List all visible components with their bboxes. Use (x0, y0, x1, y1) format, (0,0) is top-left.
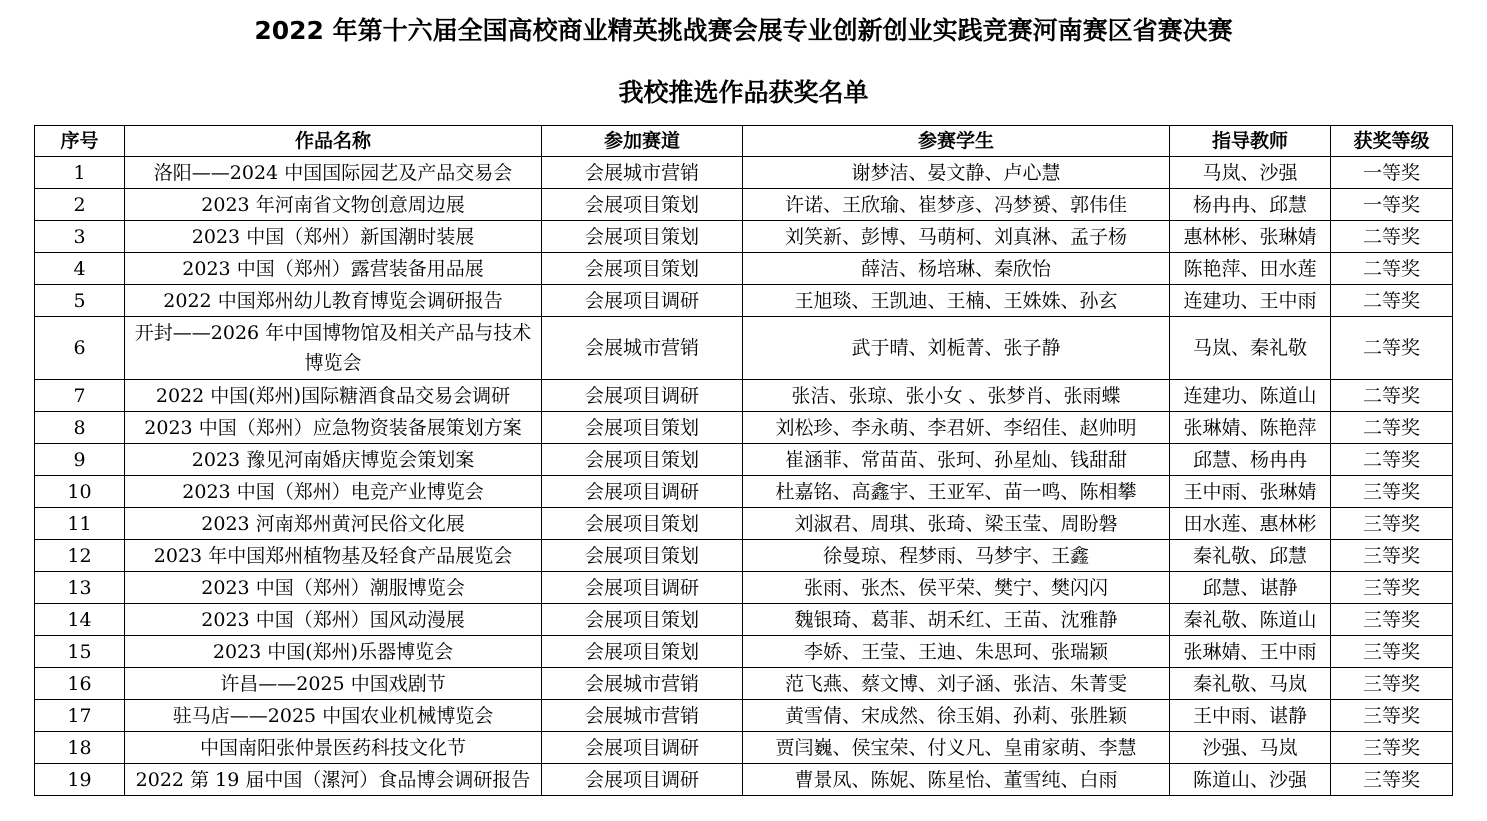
table-row (35, 700, 1453, 732)
cell-track: 会展项目调研 (542, 764, 743, 796)
cell-students: 刘松珍、李永萌、李君妍、李绍佳、赵帅明 (743, 412, 1170, 444)
cell-award: 三等奖 (1331, 604, 1453, 636)
cell-teachers: 陈艳萍、田水莲 (1170, 253, 1331, 285)
table-row (35, 444, 1453, 476)
cell-track: 会展项目策划 (542, 412, 743, 444)
cell-students: 许诺、王欣瑜、崔梦彦、冯梦赟、郭伟佳 (743, 189, 1170, 221)
cell-no: 17 (35, 700, 125, 732)
cell-award: 三等奖 (1331, 732, 1453, 764)
cell-no: 10 (35, 476, 125, 508)
cell-no: 8 (35, 412, 125, 444)
cell-work: 2023 中国（郑州）潮服博览会 (125, 572, 542, 604)
cell-no: 6 (35, 317, 125, 380)
cell-award: 一等奖 (1331, 157, 1453, 189)
header-award: 获奖等级 (1331, 126, 1453, 157)
cell-work: 2023 中国(郑州)乐器博览会 (125, 636, 542, 668)
cell-teachers: 邱慧、杨冉冉 (1170, 444, 1331, 476)
cell-award: 二等奖 (1331, 412, 1453, 444)
cell-track: 会展城市营销 (542, 668, 743, 700)
cell-work: 驻马店——2025 中国农业机械博览会 (125, 700, 542, 732)
cell-track: 会展城市营销 (542, 700, 743, 732)
header-track: 参加赛道 (542, 126, 743, 157)
table-row (35, 189, 1453, 221)
cell-award: 二等奖 (1331, 444, 1453, 476)
cell-students: 徐曼琼、程梦雨、马梦宇、王鑫 (743, 540, 1170, 572)
table-row (35, 317, 1453, 380)
cell-track: 会展项目策划 (542, 636, 743, 668)
table-row (35, 412, 1453, 444)
cell-no: 19 (35, 764, 125, 796)
cell-no: 7 (35, 380, 125, 412)
table-row (35, 285, 1453, 317)
cell-work: 洛阳——2024 中国国际园艺及产品交易会 (125, 157, 542, 189)
cell-no: 3 (35, 221, 125, 253)
cell-teachers: 沙强、马岚 (1170, 732, 1331, 764)
cell-no: 14 (35, 604, 125, 636)
cell-no: 4 (35, 253, 125, 285)
cell-award: 二等奖 (1331, 253, 1453, 285)
cell-work: 2023 豫见河南婚庆博览会策划案 (125, 444, 542, 476)
cell-students: 黄雪倩、宋成然、徐玉娟、孙莉、张胜颖 (743, 700, 1170, 732)
award-table (34, 125, 1453, 796)
cell-no: 2 (35, 189, 125, 221)
table-header-row (35, 126, 1453, 157)
cell-teachers: 马岚、秦礼敬 (1170, 317, 1331, 380)
cell-no: 13 (35, 572, 125, 604)
cell-students: 杜嘉铭、高鑫宇、王亚军、苗一鸣、陈相攀 (743, 476, 1170, 508)
cell-work: 中国南阳张仲景医药科技文化节 (125, 732, 542, 764)
cell-teachers: 惠林彬、张琳婧 (1170, 221, 1331, 253)
cell-teachers: 邱慧、谌静 (1170, 572, 1331, 604)
cell-students: 刘淑君、周琪、张琦、梁玉莹、周盼磐 (743, 508, 1170, 540)
table-row (35, 221, 1453, 253)
cell-students: 张洁、张琼、张小女 、张梦肖、张雨蝶 (743, 380, 1170, 412)
cell-teachers: 张琳婧、陈艳萍 (1170, 412, 1331, 444)
cell-students: 张雨、张杰、侯平荣、樊宁、樊闪闪 (743, 572, 1170, 604)
header-students: 参赛学生 (743, 126, 1170, 157)
cell-students: 贾闫巍、侯宝荣、付义凡、皇甫家萌、李慧 (743, 732, 1170, 764)
table-row (35, 540, 1453, 572)
cell-award: 三等奖 (1331, 668, 1453, 700)
cell-award: 二等奖 (1331, 285, 1453, 317)
cell-no: 12 (35, 540, 125, 572)
cell-work: 许昌——2025 中国戏剧节 (125, 668, 542, 700)
header-teachers: 指导教师 (1170, 126, 1331, 157)
cell-teachers: 张琳婧、王中雨 (1170, 636, 1331, 668)
cell-work: 2022 第 19 届中国（漯河）食品博会调研报告 (125, 764, 542, 796)
cell-students: 魏银琦、葛菲、胡禾红、王苗、沈雅静 (743, 604, 1170, 636)
table-row (35, 764, 1453, 796)
cell-track: 会展项目策划 (542, 221, 743, 253)
cell-track: 会展项目调研 (542, 732, 743, 764)
cell-students: 谢梦洁、晏文静、卢心慧 (743, 157, 1170, 189)
cell-teachers: 连建功、王中雨 (1170, 285, 1331, 317)
cell-students: 李娇、王莹、王迪、朱思珂、张瑞颖 (743, 636, 1170, 668)
cell-track: 会展项目策划 (542, 444, 743, 476)
cell-students: 武于晴、刘栀菁、张子静 (743, 317, 1170, 380)
table-row (35, 380, 1453, 412)
cell-work: 2022 中国郑州幼儿教育博览会调研报告 (125, 285, 542, 317)
cell-track: 会展项目策划 (542, 253, 743, 285)
cell-no: 16 (35, 668, 125, 700)
page-subtitle: 我校推选作品获奖名单 (618, 78, 869, 107)
cell-teachers: 秦礼敬、邱慧 (1170, 540, 1331, 572)
cell-work: 开封——2026 年中国博物馆及相关产品与技术博览会 (125, 317, 542, 380)
cell-track: 会展城市营销 (542, 317, 743, 380)
cell-track: 会展项目策划 (542, 508, 743, 540)
cell-no: 1 (35, 157, 125, 189)
cell-teachers: 马岚、沙强 (1170, 157, 1331, 189)
cell-no: 18 (35, 732, 125, 764)
cell-teachers: 王中雨、谌静 (1170, 700, 1331, 732)
cell-no: 11 (35, 508, 125, 540)
cell-track: 会展项目调研 (542, 476, 743, 508)
cell-students: 刘笑新、彭博、马萌柯、刘真淋、孟子杨 (743, 221, 1170, 253)
cell-students: 崔涵菲、常苗苗、张珂、孙星灿、钱甜甜 (743, 444, 1170, 476)
cell-no: 5 (35, 285, 125, 317)
cell-work: 2022 中国(郑州)国际糖酒食品交易会调研 (125, 380, 542, 412)
cell-work: 2023 河南郑州黄河民俗文化展 (125, 508, 542, 540)
header-no: 序号 (35, 126, 125, 157)
cell-track: 会展城市营销 (542, 157, 743, 189)
cell-track: 会展项目调研 (542, 572, 743, 604)
cell-work: 2023 中国（郑州）应急物资装备展策划方案 (125, 412, 542, 444)
cell-work: 2023 中国（郑州）新国潮时装展 (125, 221, 542, 253)
cell-track: 会展项目调研 (542, 285, 743, 317)
cell-no: 9 (35, 444, 125, 476)
cell-work: 2023 年中国郑州植物基及轻食产品展览会 (125, 540, 542, 572)
cell-students: 王旭琰、王凯迪、王楠、王姝姝、孙玄 (743, 285, 1170, 317)
table-row (35, 157, 1453, 189)
cell-teachers: 秦礼敬、马岚 (1170, 668, 1331, 700)
table-row (35, 508, 1453, 540)
cell-students: 范飞燕、蔡文博、刘子涵、张洁、朱菁雯 (743, 668, 1170, 700)
cell-track: 会展项目调研 (542, 380, 743, 412)
cell-students: 薛洁、杨培琳、秦欣怡 (743, 253, 1170, 285)
cell-track: 会展项目策划 (542, 540, 743, 572)
table-row (35, 668, 1453, 700)
table-row (35, 572, 1453, 604)
table-row (35, 253, 1453, 285)
cell-award: 三等奖 (1331, 700, 1453, 732)
cell-track: 会展项目策划 (542, 189, 743, 221)
cell-award: 三等奖 (1331, 764, 1453, 796)
table-row (35, 604, 1453, 636)
cell-award: 三等奖 (1331, 636, 1453, 668)
table-row (35, 732, 1453, 764)
table-row (35, 636, 1453, 668)
cell-teachers: 田水莲、惠林彬 (1170, 508, 1331, 540)
cell-award: 二等奖 (1331, 380, 1453, 412)
cell-teachers: 杨冉冉、邱慧 (1170, 189, 1331, 221)
cell-work: 2023 年河南省文物创意周边展 (125, 189, 542, 221)
cell-teachers: 王中雨、张琳婧 (1170, 476, 1331, 508)
cell-work: 2023 中国（郑州）国风动漫展 (125, 604, 542, 636)
cell-award: 三等奖 (1331, 572, 1453, 604)
cell-award: 二等奖 (1331, 221, 1453, 253)
cell-teachers: 秦礼敬、陈道山 (1170, 604, 1331, 636)
cell-work: 2023 中国（郑州）露营装备用品展 (125, 253, 542, 285)
cell-award: 一等奖 (1331, 189, 1453, 221)
header-work: 作品名称 (125, 126, 542, 157)
table-row (35, 476, 1453, 508)
cell-award: 三等奖 (1331, 476, 1453, 508)
cell-students: 曹景凤、陈妮、陈星怡、董雪纯、白雨 (743, 764, 1170, 796)
cell-track: 会展项目策划 (542, 604, 743, 636)
cell-no: 15 (35, 636, 125, 668)
cell-award: 二等奖 (1331, 317, 1453, 380)
cell-teachers: 连建功、陈道山 (1170, 380, 1331, 412)
cell-work: 2023 中国（郑州）电竞产业博览会 (125, 476, 542, 508)
page-title: 2022 年第十六届全国高校商业精英挑战赛会展专业创新创业实践竞赛河南赛区省赛决赛 (254, 16, 1233, 45)
cell-award: 三等奖 (1331, 508, 1453, 540)
cell-teachers: 陈道山、沙强 (1170, 764, 1331, 796)
cell-award: 三等奖 (1331, 540, 1453, 572)
